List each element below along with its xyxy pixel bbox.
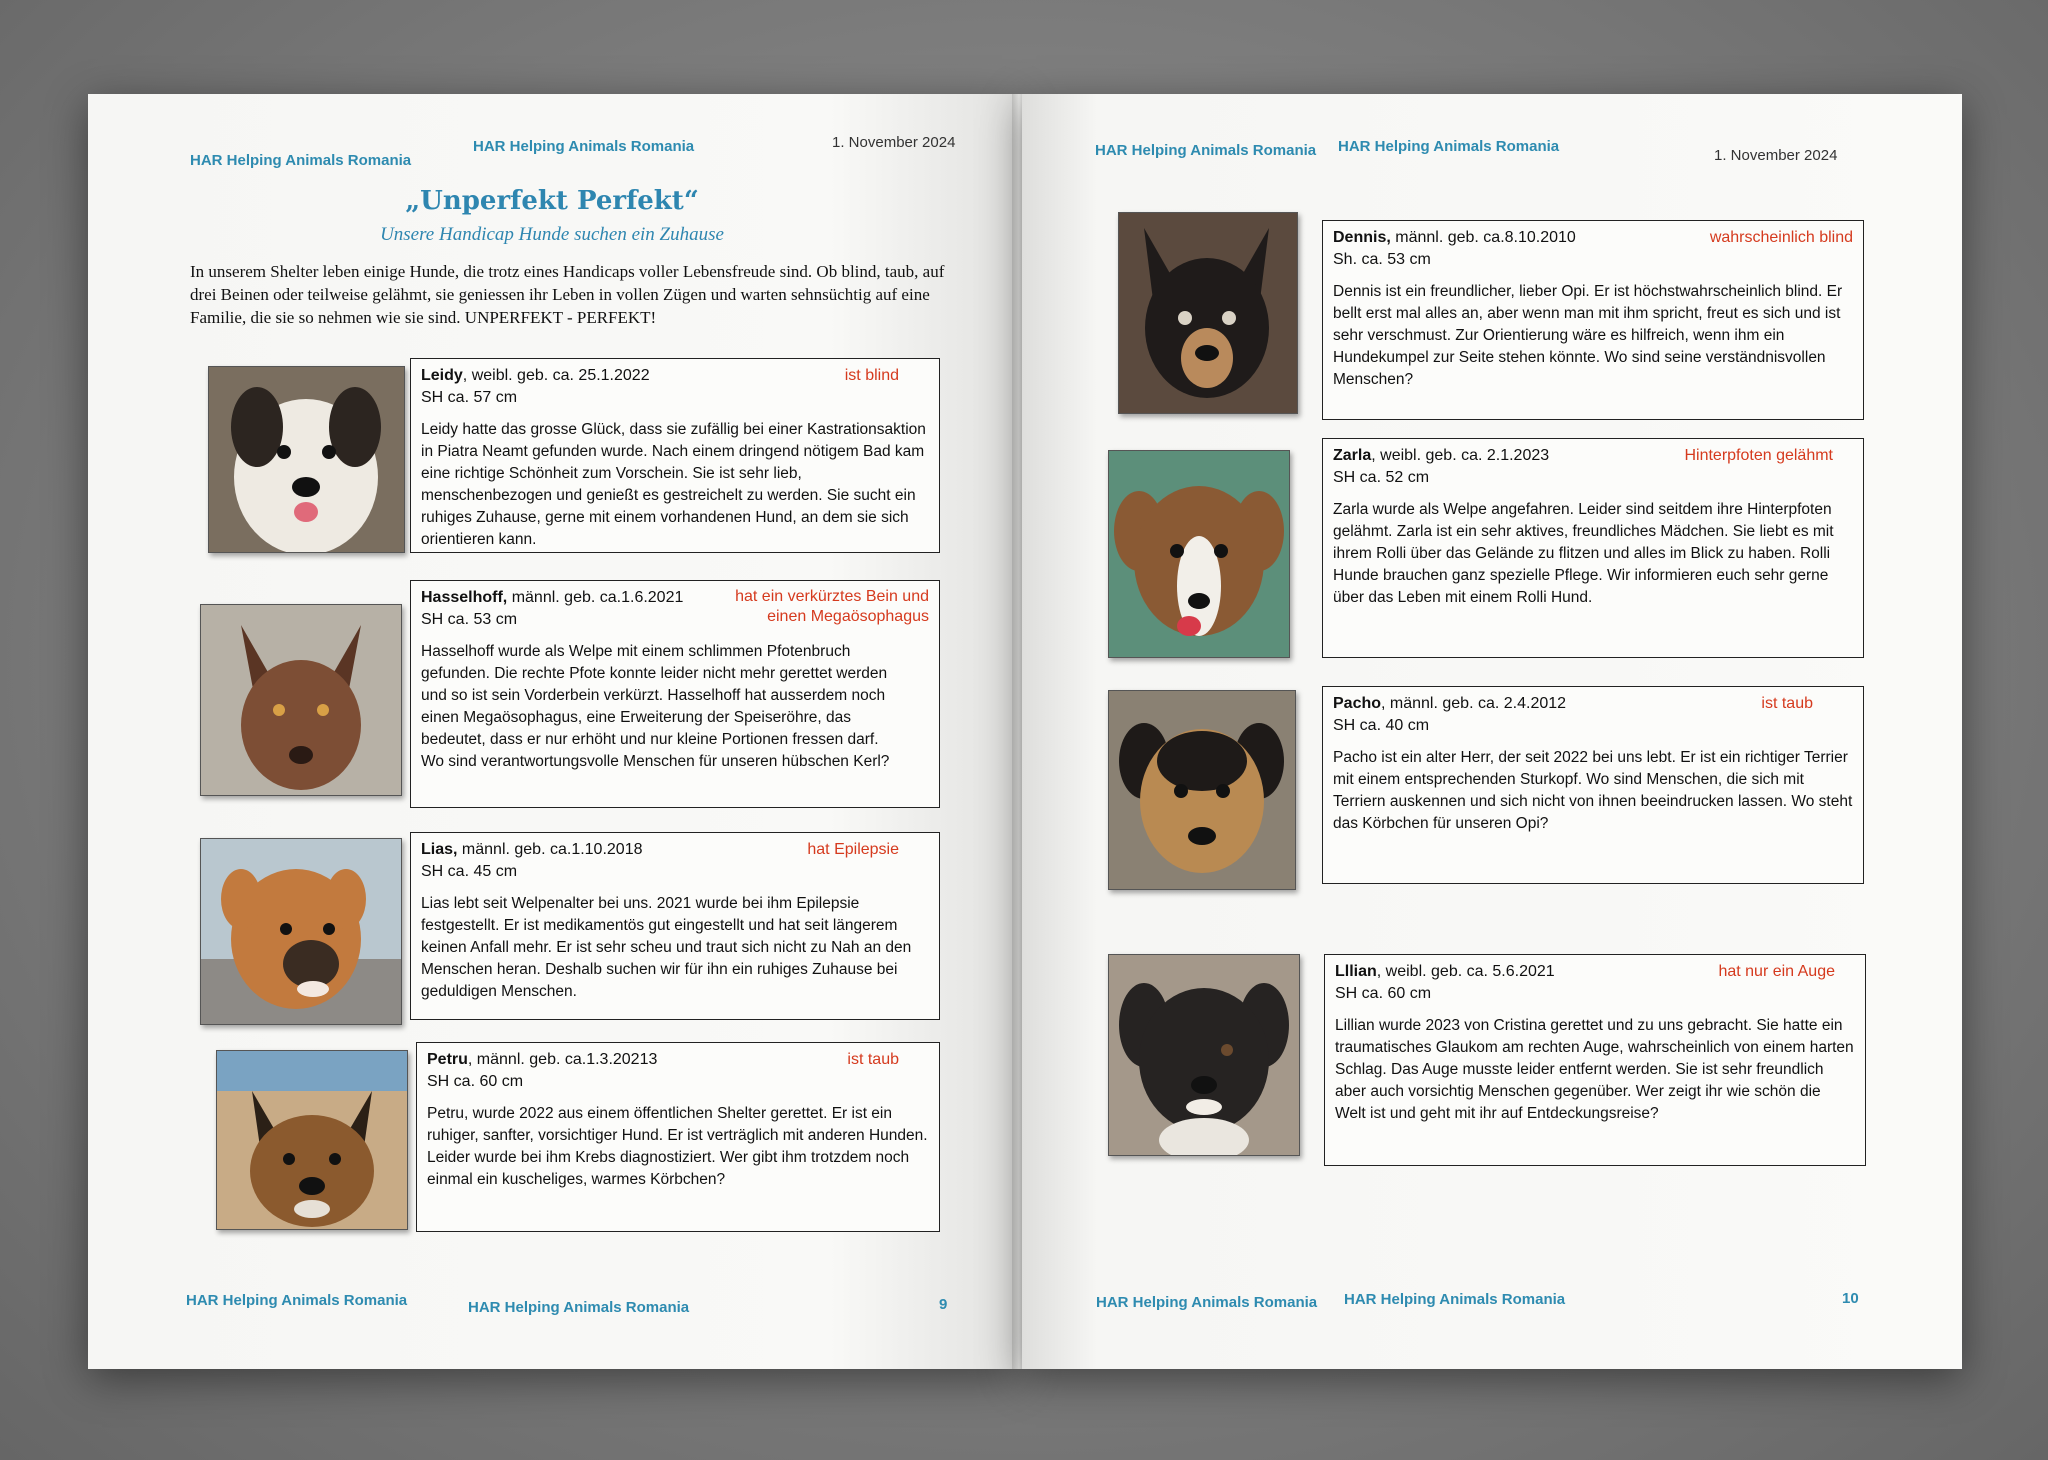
dog-info: , männl. geb. ca. 2.4.2012 xyxy=(1381,695,1567,712)
dog-height: Sh. ca. 53 cm xyxy=(1333,251,1431,268)
dog-handicap: wahrscheinlich blind xyxy=(1709,229,1853,246)
dog-height: SH ca. 53 cm xyxy=(421,611,518,628)
dog-description: Pacho ist ein alter Herr, der seit 2022 bei uns lebt. Er ist ein richtiger Terrier mit einem entsprechenden Sturkopf. Wo sind Menschen, die sich mit Terriern auskennen und sich nicht von ihnen beeindrucken lassen. Wo steht das Körbchen für unseren Opi? xyxy=(1333,749,1853,832)
dog-handicap: hat Epilepsie xyxy=(807,841,899,858)
right-page xyxy=(1022,94,1962,1369)
intro-text: In unserem Shelter leben einige Hunde, die trotz eines Handicaps voller Lebensfreude sind. Ob blind, taub, auf drei Beinen oder teilweise gelähmt, sie geniessen ihr Leben in vollen Zügen und warten sehnsüchtig auf eine Familie, die sie so nehmen wie sie sind. UNPERFEKT - PERFEKT! xyxy=(190,262,945,327)
header-brand-2: HAR Helping Animals Romania xyxy=(473,138,695,155)
dog-name: Lias, xyxy=(421,841,458,858)
left-page xyxy=(88,94,1016,1369)
dog-description: Lias lebt seit Welpenalter bei uns. 2021 wurde bei ihm Epilepsie festgestellt. Er ist medikamentös gut eingestellt und hat seit längerem keinen Anfall mehr. Er ist sehr scheu und traut sich nicht zu Nah an den Menschen heran. Deshalb suchen wir für ihn ein ruhiges Zuhause bei geduldigen Menschen. xyxy=(421,895,912,1000)
page-title: „Unperfekt Perfekt“ xyxy=(405,186,699,216)
page-number: 9 xyxy=(939,1296,948,1313)
dog-handicap: ist taub xyxy=(847,1051,899,1068)
dog-name: Dennis, xyxy=(1333,229,1391,246)
dog-info: männl. geb. ca.1.10.2018 xyxy=(457,841,643,858)
page-subtitle: Unsere Handicap Hunde suchen ein Zuhause xyxy=(380,224,724,245)
dog-description: Dennis ist ein freundlicher, lieber Opi. Er ist höchstwahrscheinlich blind. Er bellt erst mal alles an, aber wenn man mit ihm spricht, freut es sich und ist sehr verschmust. Zur Orientierung wäre es hilfreich, wenn ihm ein Hundekumpel zur Seite stehen könnte. Wo sind seine verständnisvollen Menschen? xyxy=(1333,283,1843,388)
dog-height: SH ca. 60 cm xyxy=(427,1073,524,1090)
header-brand-1: HAR Helping Animals Romania xyxy=(1095,142,1317,159)
dog-info: , weibl. geb. ca. 25.1.2022 xyxy=(462,367,650,384)
dog-info: , männl. geb. ca.1.3.20213 xyxy=(467,1051,658,1068)
dog-name: Leidy xyxy=(421,367,463,384)
dog-card-dennis xyxy=(1322,220,1864,420)
dog-handicap: hat nur ein Auge xyxy=(1718,963,1835,980)
dog-photo-lllian xyxy=(1108,954,1300,1156)
page-number: 10 xyxy=(1842,1290,1859,1307)
dog-photo-hasselhoff xyxy=(200,604,402,796)
dog-photo-dennis xyxy=(1118,212,1298,414)
dog-description: Lillian wurde 2023 von Cristina gerettet und zu uns gebracht. Sie hatte ein traumatisches Glaukom am rechten Auge, wahrscheinlich von einem harten Schlag. Das Auge musste leider entfernt werden. Sie ist sehr freundlich aber auch vorsichtig Menschen gegenüber. Wer zeigt ihr wie schön die Welt ist und geht mit ihr auf Entdeckungsreise? xyxy=(1335,1017,1854,1122)
dog-card-pacho xyxy=(1322,686,1864,884)
dog-height: SH ca. 60 cm xyxy=(1335,985,1432,1002)
dog-description: Hasselhoff wurde als Welpe mit einem schlimmen Pfotenbruch gefunden. Die rechte Pfote konnte leider nicht mehr gerettet werden und so ist sein Vorderbein verkürzt. Hasselhoff hat ausserdem noch einen Megaösophagus, eine Erweiterung der Speiseröhre, das bedeutet, dass er nur erhöht und nur kleine Portionen fressen darf. Wo sind verantwortungsvolle Menschen für unseren hübschen Kerl? xyxy=(421,643,890,770)
dog-description: Leidy hatte das grosse Glück, dass sie zufällig bei einer Kastrationsaktion in Piatra Neamt gefunden wurde. Nach einem dringend nötigem Bad kam eine richtige Schönheit zum Vorschein. Sie ist sehr lieb, menschenbezogen und genießt es gestreichelt zu werden. Sie sucht ein ruhiges Zuhause, gerne mit einem vorhandenen Hund, an dem sie sich orientieren kann. xyxy=(421,421,926,548)
dog-name: Zarla xyxy=(1333,447,1372,464)
dog-name: Hasselhoff, xyxy=(421,589,508,606)
dog-card-zarla xyxy=(1322,438,1864,658)
dog-photo-petru xyxy=(216,1050,408,1230)
header-brand-1: HAR Helping Animals Romania xyxy=(190,152,412,169)
dog-height: SH ca. 40 cm xyxy=(1333,717,1430,734)
dog-height: SH ca. 57 cm xyxy=(421,389,518,406)
dog-info: männl. geb. ca.8.10.2010 xyxy=(1390,229,1576,246)
dog-handicap: ist blind xyxy=(844,367,899,384)
dog-photo-leidy xyxy=(208,366,405,553)
dog-name: Petru xyxy=(427,1051,468,1068)
dog-description: Petru, wurde 2022 aus einem öffentlichen Shelter gerettet. Er ist ein ruhiger, sanfter, vorsichtiger Hund. Er ist verträglich mit anderen Hunden. Leider wurde bei ihm Krebs diagnostiziert. Wer gibt ihm trotzdem noch einmal ein kuscheliges, warmes Körbchen? xyxy=(427,1105,928,1188)
dog-card-lias xyxy=(410,832,940,1020)
dog-height: SH ca. 45 cm xyxy=(421,863,518,880)
dog-description: Zarla wurde als Welpe angefahren. Leider sind seitdem ihre Hinterpfoten gelähmt. Zarla ist ein sehr aktives, freundliches Mädchen. Sie liebt es mit ihrem Rolli über das Gelände zu flitzen und alles im Blick zu haben. Rolli Hunde brauchen ganz spezielle Pflege. Wir informieren euch sehr gerne über das Leben mit einem Rolli Hund. xyxy=(1333,501,1834,606)
footer-brand-1: HAR Helping Animals Romania xyxy=(1096,1294,1318,1311)
header-date: 1. November 2024 xyxy=(832,134,956,151)
header-date: 1. November 2024 xyxy=(1714,147,1838,164)
dog-name: Pacho xyxy=(1333,695,1382,712)
dog-photo-lias xyxy=(200,838,402,1025)
dog-card-petru xyxy=(416,1042,940,1232)
dog-name: Lllian xyxy=(1335,963,1377,980)
dog-info: , weibl. geb. ca. 5.6.2021 xyxy=(1376,963,1555,980)
dog-card-leidy xyxy=(410,358,940,553)
dog-photo-zarla xyxy=(1108,450,1290,658)
dog-handicap: ist taub xyxy=(1761,695,1813,712)
footer-brand-1: HAR Helping Animals Romania xyxy=(186,1292,408,1309)
dog-info: männl. geb. ca.1.6.2021 xyxy=(507,589,684,606)
footer-brand-2: HAR Helping Animals Romania xyxy=(468,1299,690,1316)
dog-info: , weibl. geb. ca. 2.1.2023 xyxy=(1371,447,1550,464)
dog-handicap: hat ein verkürztes Bein und einen Megaösophagus xyxy=(735,588,929,625)
dog-photo-pacho xyxy=(1108,690,1296,890)
footer-brand-2: HAR Helping Animals Romania xyxy=(1344,1291,1566,1308)
header-brand-2: HAR Helping Animals Romania xyxy=(1338,138,1560,155)
dog-height: SH ca. 52 cm xyxy=(1333,469,1430,486)
dog-card-hasselhoff xyxy=(410,580,940,808)
dog-card-lllian xyxy=(1324,954,1866,1166)
dog-handicap: Hinterpfoten gelähmt xyxy=(1684,447,1833,464)
